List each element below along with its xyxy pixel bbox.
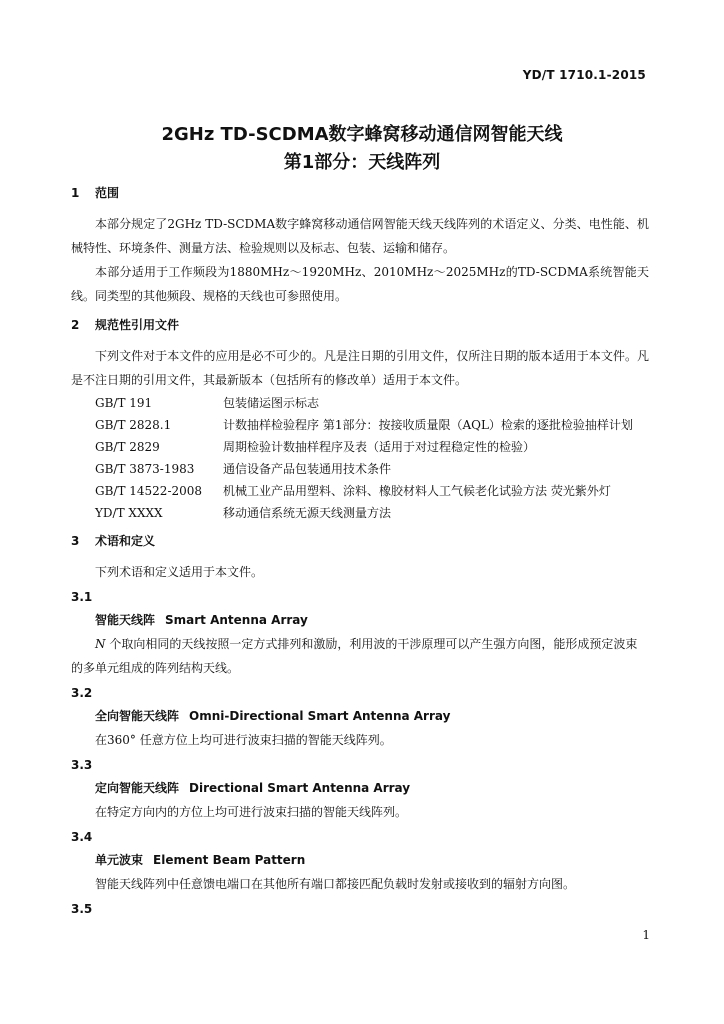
reference-title: 通信设备产品包装通用技术条件 <box>223 462 392 476</box>
reference-code: YD/T XXXX <box>95 506 163 520</box>
reference-row <box>95 458 649 480</box>
reference-code: GB/T 2829 <box>95 440 160 454</box>
section-heading-terms-definitions <box>71 532 649 550</box>
terms-intro: 下列术语和定义适用于本文件。 <box>95 565 264 579</box>
term-definition-text: 个取向相同的天线按照一定方式排列和激励，利用波的干涉原理可以产生强方向图，能形成预定波束的多单元组成的阵列结构天线。 <box>71 637 638 675</box>
document-body <box>71 184 649 920</box>
term-definition: 智能天线阵列中任意馈电端口在其他所有端口都接匹配负载时发射或接收到的辐射方向图。 <box>95 877 576 891</box>
variable-n: N <box>95 637 106 651</box>
term-definition: 在特定方向内的方位上均可进行波束扫描的智能天线阵列。 <box>95 805 408 819</box>
reference-title: 周期检验计数抽样程序及表（适用于对过程稳定性的检验） <box>223 440 536 454</box>
reference-row <box>95 414 649 436</box>
term-name-zh: 单元波束 <box>95 853 144 867</box>
term-definition: 在360° 任意方位上均可进行波束扫描的智能天线阵列。 <box>95 733 392 747</box>
section-title: 术语和定义 <box>95 534 156 548</box>
reference-code: GB/T 2828.1 <box>95 418 172 432</box>
scope-paragraph: 本部分规定了2GHz TD-SCDMA数字蜂窝移动通信网智能天线天线阵列的术语定义、分类、电性能、机械特性、环境条件、测量方法、检验规则以及标志、包装、运输和储存。 <box>71 217 649 255</box>
term-definition <box>71 632 649 680</box>
section-number: 3 <box>71 534 80 548</box>
section-title: 范围 <box>95 186 120 200</box>
term-number: 3.5 <box>71 902 93 916</box>
reference-code: GB/T 3873-1983 <box>95 462 195 476</box>
section-number: 1 <box>71 186 80 200</box>
page-number: 1 <box>642 928 650 942</box>
term-name-zh: 定向智能天线阵 <box>95 781 180 795</box>
term-name <box>95 608 649 632</box>
term-number: 3.4 <box>71 830 93 844</box>
term-name-en: Directional Smart Antenna Array <box>189 781 411 795</box>
reference-row <box>95 502 649 524</box>
term-number: 3.3 <box>71 758 93 772</box>
reference-code: GB/T 14522-2008 <box>95 484 203 498</box>
reference-code: GB/T 191 <box>95 396 153 410</box>
reference-list <box>95 392 649 524</box>
term-name <box>95 848 649 872</box>
section-heading-normative-references <box>71 316 649 334</box>
standard-number: YD/T 1710.1-2015 <box>522 68 646 82</box>
document-title: 2GHz TD-SCDMA数字蜂窝移动通信网智能天线 <box>161 124 563 145</box>
document-subtitle: 第1部分：天线阵列 <box>283 152 441 173</box>
section-heading-scope <box>71 184 649 202</box>
term-name-en: Element Beam Pattern <box>153 853 306 867</box>
reference-title: 计数抽样检验程序 第1部分：按接收质量限（AQL）检索的逐批检验抽样计划 <box>223 418 633 432</box>
term-name <box>95 704 649 728</box>
term-number: 3.1 <box>71 590 93 604</box>
reference-title: 包装储运图示标志 <box>223 396 320 410</box>
term-number: 3.2 <box>71 686 93 700</box>
term-name-en: Smart Antenna Array <box>165 613 308 627</box>
section-title: 规范性引用文件 <box>95 318 180 332</box>
section-number: 2 <box>71 318 80 332</box>
term-name-zh: 全向智能天线阵 <box>95 709 180 723</box>
reference-row <box>95 436 649 458</box>
reference-title: 移动通信系统无源天线测量方法 <box>223 506 392 520</box>
normative-intro: 下列文件对于本文件的应用是必不可少的。凡是注日期的引用文件，仅所注日期的版本适用于本文件。凡是不注日期的引用文件，其最新版本（包括所有的修改单）适用于本文件。 <box>71 349 649 387</box>
scope-paragraph: 本部分适用于工作频段为1880MHz～1920MHz、2010MHz～2025MHz的TD-SCDMA系统智能天线。同类型的其他频段、规格的天线也可参照使用。 <box>71 265 649 303</box>
reference-row <box>95 392 649 414</box>
reference-row <box>95 480 649 502</box>
term-name-zh: 智能天线阵 <box>95 613 156 627</box>
term-name <box>95 776 649 800</box>
term-name-en: Omni-Directional Smart Antenna Array <box>189 709 451 723</box>
reference-title: 机械工业产品用塑料、涂料、橡胶材料人工气候老化试验方法 荧光紫外灯 <box>223 484 611 498</box>
